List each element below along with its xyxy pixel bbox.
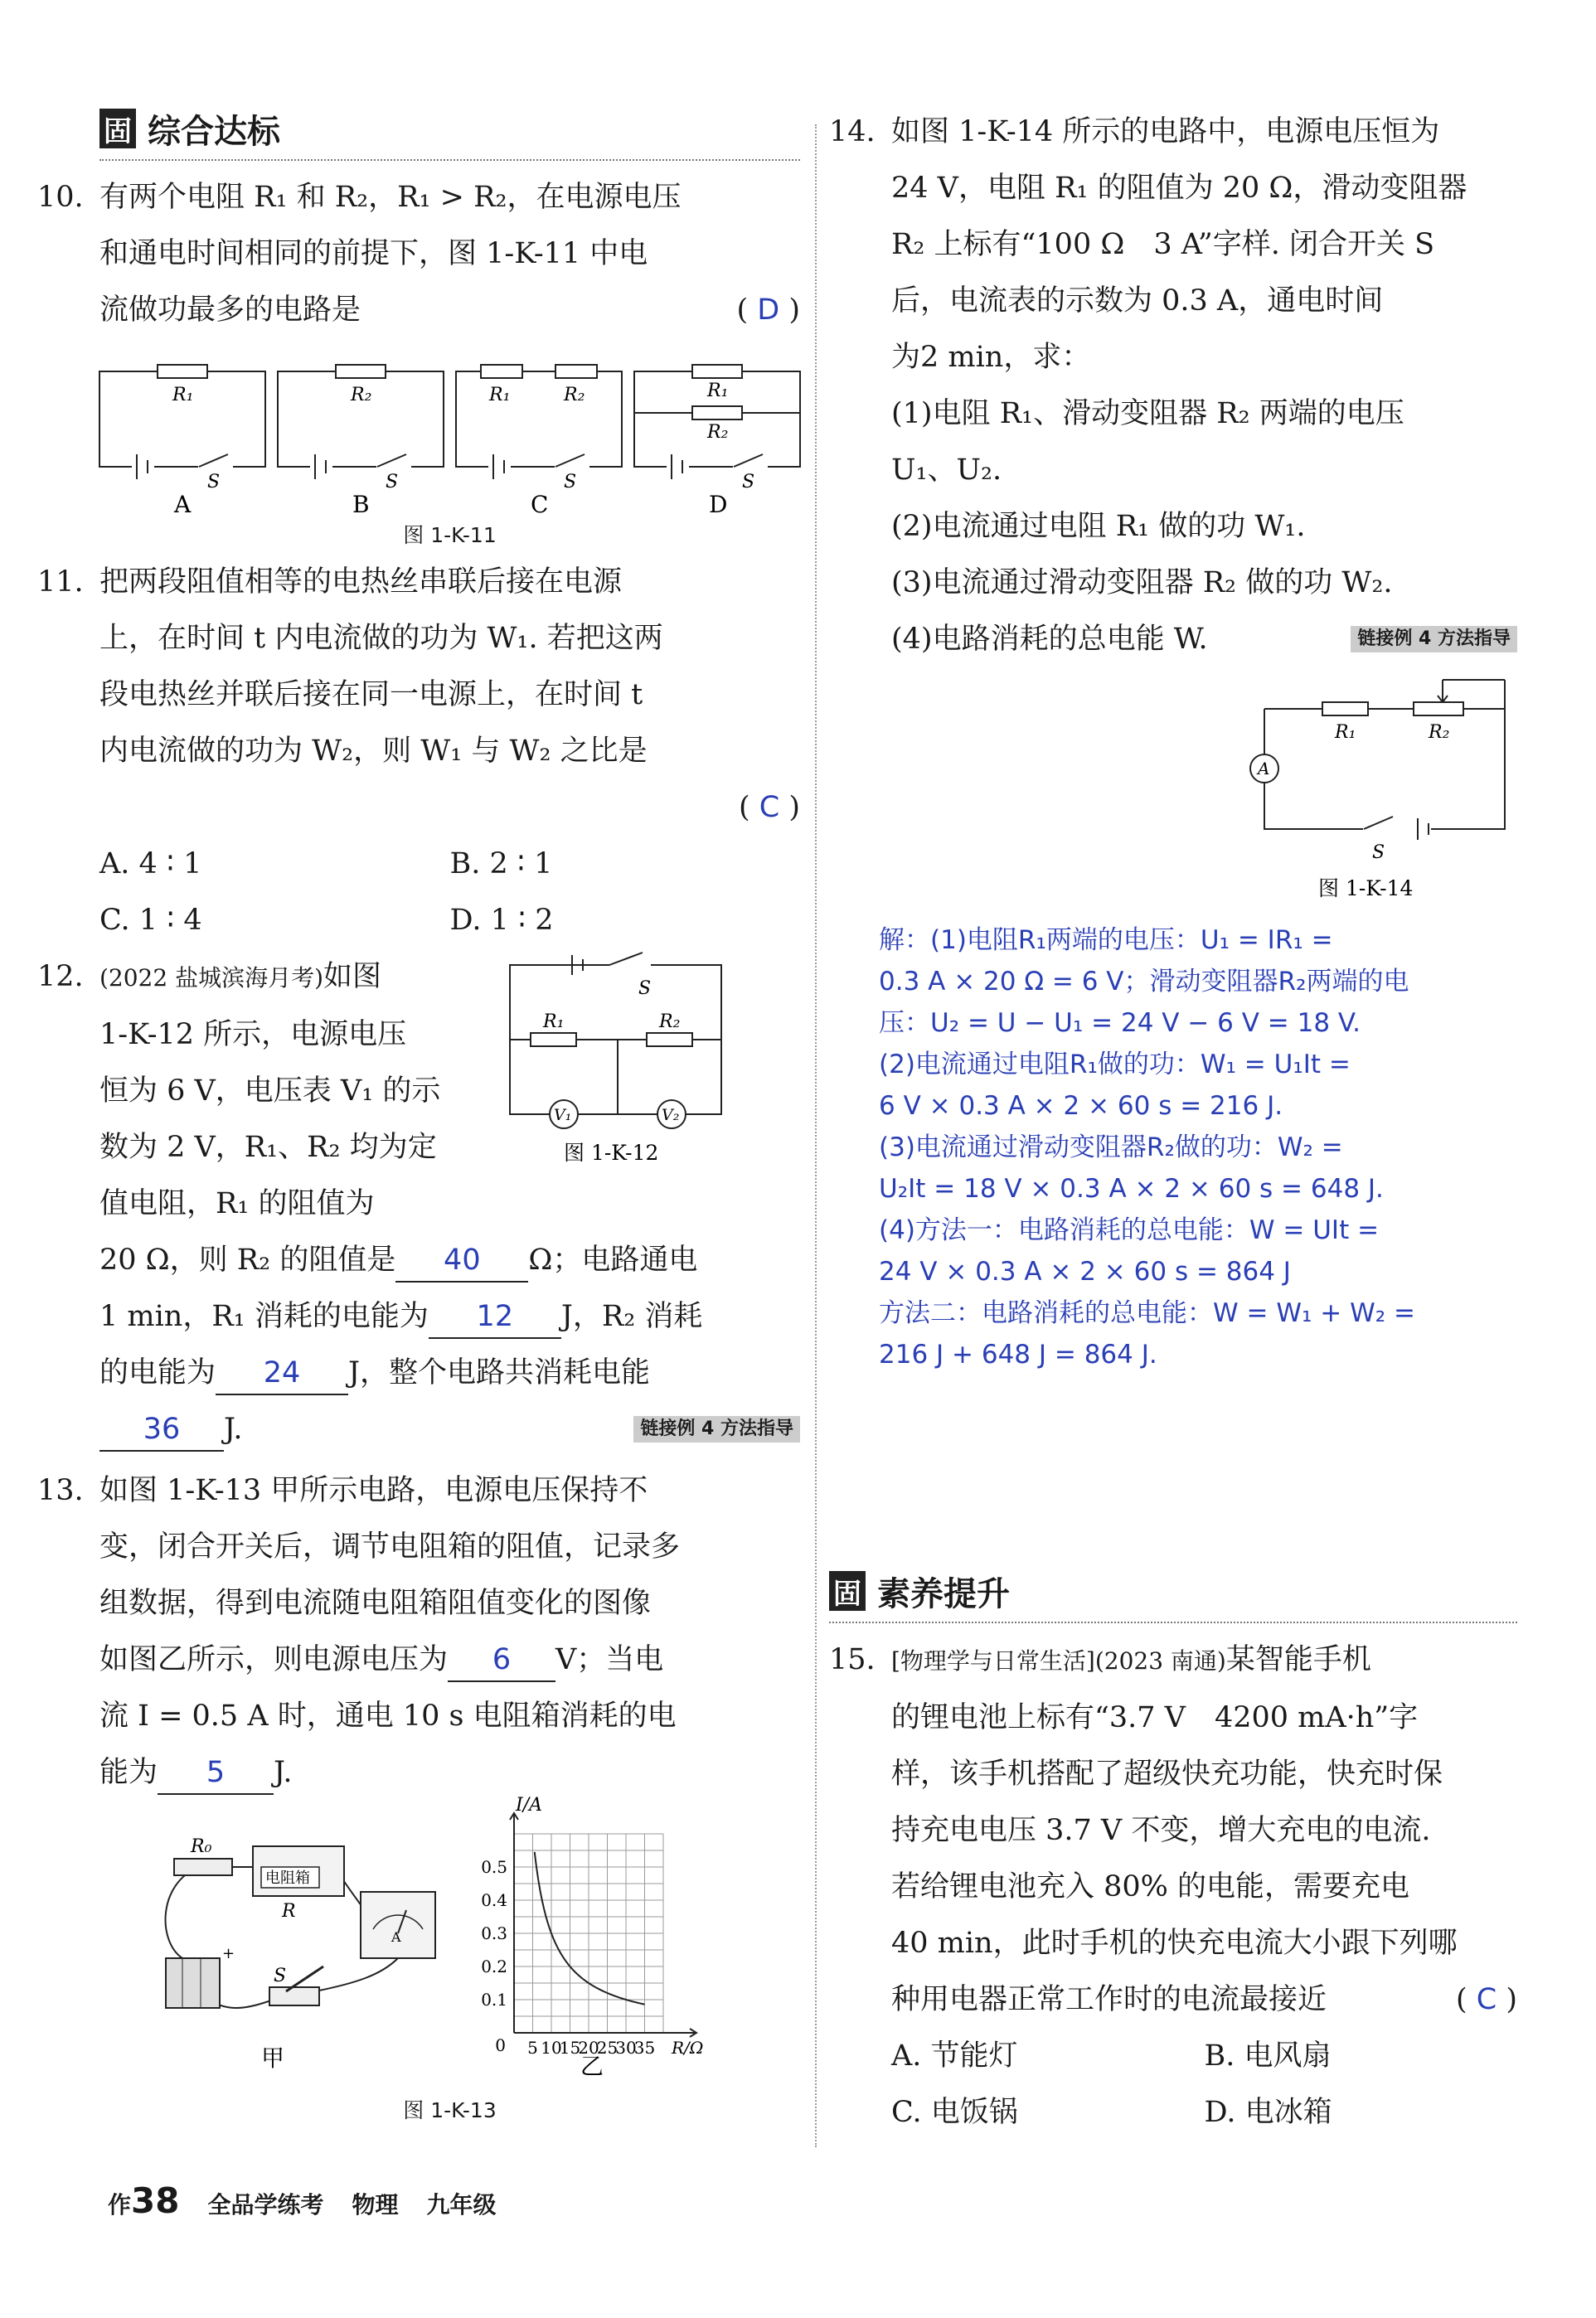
svg-text:R: R bbox=[282, 1901, 296, 1922]
figure-1-K-12 bbox=[485, 948, 734, 1164]
right-column bbox=[829, 104, 1517, 2141]
svg-text:S: S bbox=[564, 472, 577, 492]
svg-text:R₂: R₂ bbox=[564, 385, 585, 405]
column-divider bbox=[815, 124, 817, 2147]
svg-text:R₂: R₂ bbox=[707, 422, 729, 443]
question-10: 10. 有两个电阻 R₁ 和 R₂，R₁ > R₂，在电源电压 和通电时间相同的前提下，图 1-K-11 中电 流做功最多的电路是 ( D ) bbox=[37, 181, 800, 327]
svg-text:R₂: R₂ bbox=[1429, 722, 1450, 743]
page-footer: 作38 全品学练考 物理 九年级 bbox=[108, 2180, 497, 2221]
svg-text:+: + bbox=[222, 1945, 235, 1962]
x-tick-label: 35 bbox=[633, 2038, 656, 2058]
svg-text:A: A bbox=[1258, 759, 1270, 778]
svg-text:图 1-K-14: 图 1-K-14 bbox=[1318, 876, 1414, 900]
svg-text:V₁: V₁ bbox=[554, 1106, 572, 1124]
svg-text:电阻箱: 电阻箱 bbox=[265, 1869, 310, 1887]
section-title: 素养提升 bbox=[877, 1574, 1010, 1613]
chart-yi bbox=[464, 1795, 746, 2083]
circuit-photo-jia bbox=[149, 1817, 448, 2083]
svg-text:R₂: R₂ bbox=[659, 1011, 681, 1032]
section-icon: 固 bbox=[829, 1571, 866, 1611]
answer: D bbox=[757, 293, 780, 327]
y-tick-label: 0.5 bbox=[481, 1857, 507, 1877]
svg-text:B: B bbox=[352, 491, 370, 518]
svg-text:甲: 甲 bbox=[261, 2044, 285, 2072]
options: A. 节能灯 B. 电风扇 C. 电饭锅 D. 电冰箱 bbox=[891, 2039, 1332, 2129]
svg-text:C: C bbox=[531, 491, 549, 518]
figure-caption: 图 1-K-13 bbox=[403, 2098, 497, 2122]
svg-text:R₁: R₁ bbox=[489, 385, 511, 405]
answer: C bbox=[759, 791, 780, 824]
x-tick-label: 15 bbox=[559, 2038, 581, 2058]
question-13: 13. 如图 1-K-13 甲所示电路，电源电压保持不 变，闭合开关后，调节电阻箱的阻值，记录多 组数据，得到电流随电阻箱阻值变化的图像 如图乙所示，则电源电压为 6 V；当电 流 I = 0.5 A 时，通电 10 s 电阻箱消耗的电 能为 5 J. bbox=[99, 1462, 800, 1801]
section-header bbox=[99, 99, 800, 158]
figure-1-K-11 bbox=[99, 347, 800, 518]
figure-1-K-13 bbox=[99, 1795, 800, 2091]
svg-text:R₁: R₁ bbox=[543, 1011, 565, 1032]
svg-text:R₁: R₁ bbox=[172, 385, 194, 405]
svg-text:S: S bbox=[207, 472, 221, 492]
x-axis-label: R/Ω bbox=[672, 2038, 704, 2058]
svg-text:R₁: R₁ bbox=[707, 381, 729, 401]
answer: C bbox=[1476, 1983, 1497, 2016]
x-tick-label: 25 bbox=[596, 2038, 619, 2058]
solution: 解：(1)电阻R₁两端的电压：U₁ = IR₁ = 0.3 A × 20 Ω = 6 V；滑动变阻器R₂两端的电 压：U₂ = U − U₁ = 24 V − 6 V = 18 V. (2)电流通过电阻R₁做的功：W₁ = U₁It = 6 V × 0.3 A × 2 × 60 s = 216 J. (3)电流通过滑动变阻器R₂做的功：W₂ = U₂It = 18 V × 0.3 A × 2 × 60 s = 648 J. (4)方法一：电路消耗的总电能：W = UIt = 24 V × 0.3 A × 2 × 60 s = 864 J 方法二：电路消耗的总电能：W = W₁ + W₂ = 216 J + 648 J = 864 J. bbox=[879, 925, 1416, 1370]
svg-text:S: S bbox=[742, 472, 755, 492]
link-tag: 链接例 4 方法指导 bbox=[633, 1416, 800, 1443]
svg-text:R₂: R₂ bbox=[351, 385, 372, 405]
y-tick-label: 0.2 bbox=[481, 1957, 507, 1976]
svg-text:图 1-K-12: 图 1-K-12 bbox=[564, 1141, 659, 1165]
origin-label: 0 bbox=[495, 2035, 506, 2055]
figure-1-K-14 bbox=[1256, 676, 1530, 908]
section-title: 综合达标 bbox=[148, 112, 280, 151]
y-tick-label: 0.1 bbox=[481, 1990, 507, 2010]
y-tick-label: 0.4 bbox=[481, 1890, 507, 1910]
svg-text:R₁: R₁ bbox=[1335, 722, 1356, 743]
figure-sublabel: 乙 bbox=[580, 2053, 604, 2080]
svg-text:D: D bbox=[709, 491, 728, 518]
svg-text:V₂: V₂ bbox=[662, 1106, 680, 1124]
svg-text:A: A bbox=[391, 1929, 401, 1945]
figure-caption: 图 1-K-11 bbox=[403, 523, 497, 547]
svg-text:R₀: R₀ bbox=[191, 1836, 212, 1857]
question-14: 14. 如图 1-K-14 所示的电路中，电源电压恒为 24 V，电阻 R₁ 的阻值为 20 Ω，滑动变阻器 R₂ 上标有“100 Ω 3 A”字样. 闭合开关 S 后，电流表的示数为 0.3 A，通电时间 为2 min，求： (1)电阻 R₁、滑动变阻器 R₂ 两端的电压 U₁、U₂. (2)电流通过电阻 R₁ 做的功 W₁. (3)电流通过滑动变阻器 R₂ 做的功 W₂. (4)电路消耗的总电能 W. 链接例 4 方法指导 bbox=[829, 104, 1517, 667]
section-icon: 固 bbox=[99, 109, 136, 148]
svg-text:A: A bbox=[174, 491, 192, 518]
link-tag: 链接例 4 方法指导 bbox=[1351, 626, 1517, 652]
x-tick-label: 30 bbox=[615, 2038, 637, 2058]
y-tick-label: 0.3 bbox=[481, 1923, 507, 1943]
y-axis-label: I/A bbox=[516, 1795, 542, 1816]
left-column bbox=[37, 99, 800, 2124]
question-15: 15. [物理学与日常生活](2023 南通)某智能手机 的锂电池上标有“3.7 V 4200 mA·h”字 样，该手机搭配了超级快充功能，快充时保 持充电电压 3.7 V 不变，增大充电的电流. 若给锂电池充入 80% 的电能，需要充电 40 min，此时手机的快充电流大小跟下列哪 种用电器正常工作时的电流最接近 ( C ) A. 节能灯 B. 电风扇 C. 电饭锅 D. 电冰箱 bbox=[829, 1632, 1517, 2141]
options: A. 4 ∶ 1 B. 2 ∶ 1 C. 1 ∶ 4 D. 1 ∶ 2 bbox=[99, 847, 554, 937]
svg-text:S: S bbox=[274, 1966, 287, 1986]
question-11: 11. 把两段阻值相等的电热丝串联后接在电源 上，在时间 t 内电流做的功为 W₁. 若把这两 段电热丝并联后接在同一电源上，在时间 t 内电流做的功为 W₂，则 W₁ 与 W₂ 之比是 ( C ) bbox=[37, 565, 800, 824]
question-12: 12. (2022 盐城滨海月考)如图 1-K-12 所示，电源电压 恒为 6 V，电压表 V₁ 的示 数为 2 V，R₁、R₂ 均为定 值电阻，R₁ 的阻值为 S R₁ R₂ V₁ V₂ 图 1-K-12 20 Ω，则 R₂ 的阻值是 40 Ω；电路通电 1 min，R₁ 消耗的电能为 12 J，R₂ 消耗 的电能为 24 J，整个电路共消耗电能 36 J. 链接例 4 方法指导 bbox=[99, 948, 800, 1457]
page-number: 38 bbox=[131, 2180, 180, 2221]
x-tick-label: 20 bbox=[578, 2038, 599, 2058]
section-header bbox=[829, 1562, 1517, 1620]
svg-text:S: S bbox=[386, 472, 399, 492]
svg-text:S: S bbox=[1372, 842, 1385, 863]
x-tick-label: 5 bbox=[527, 2038, 538, 2058]
x-tick-label: 10 bbox=[541, 2038, 562, 2058]
svg-text:S: S bbox=[638, 978, 652, 999]
